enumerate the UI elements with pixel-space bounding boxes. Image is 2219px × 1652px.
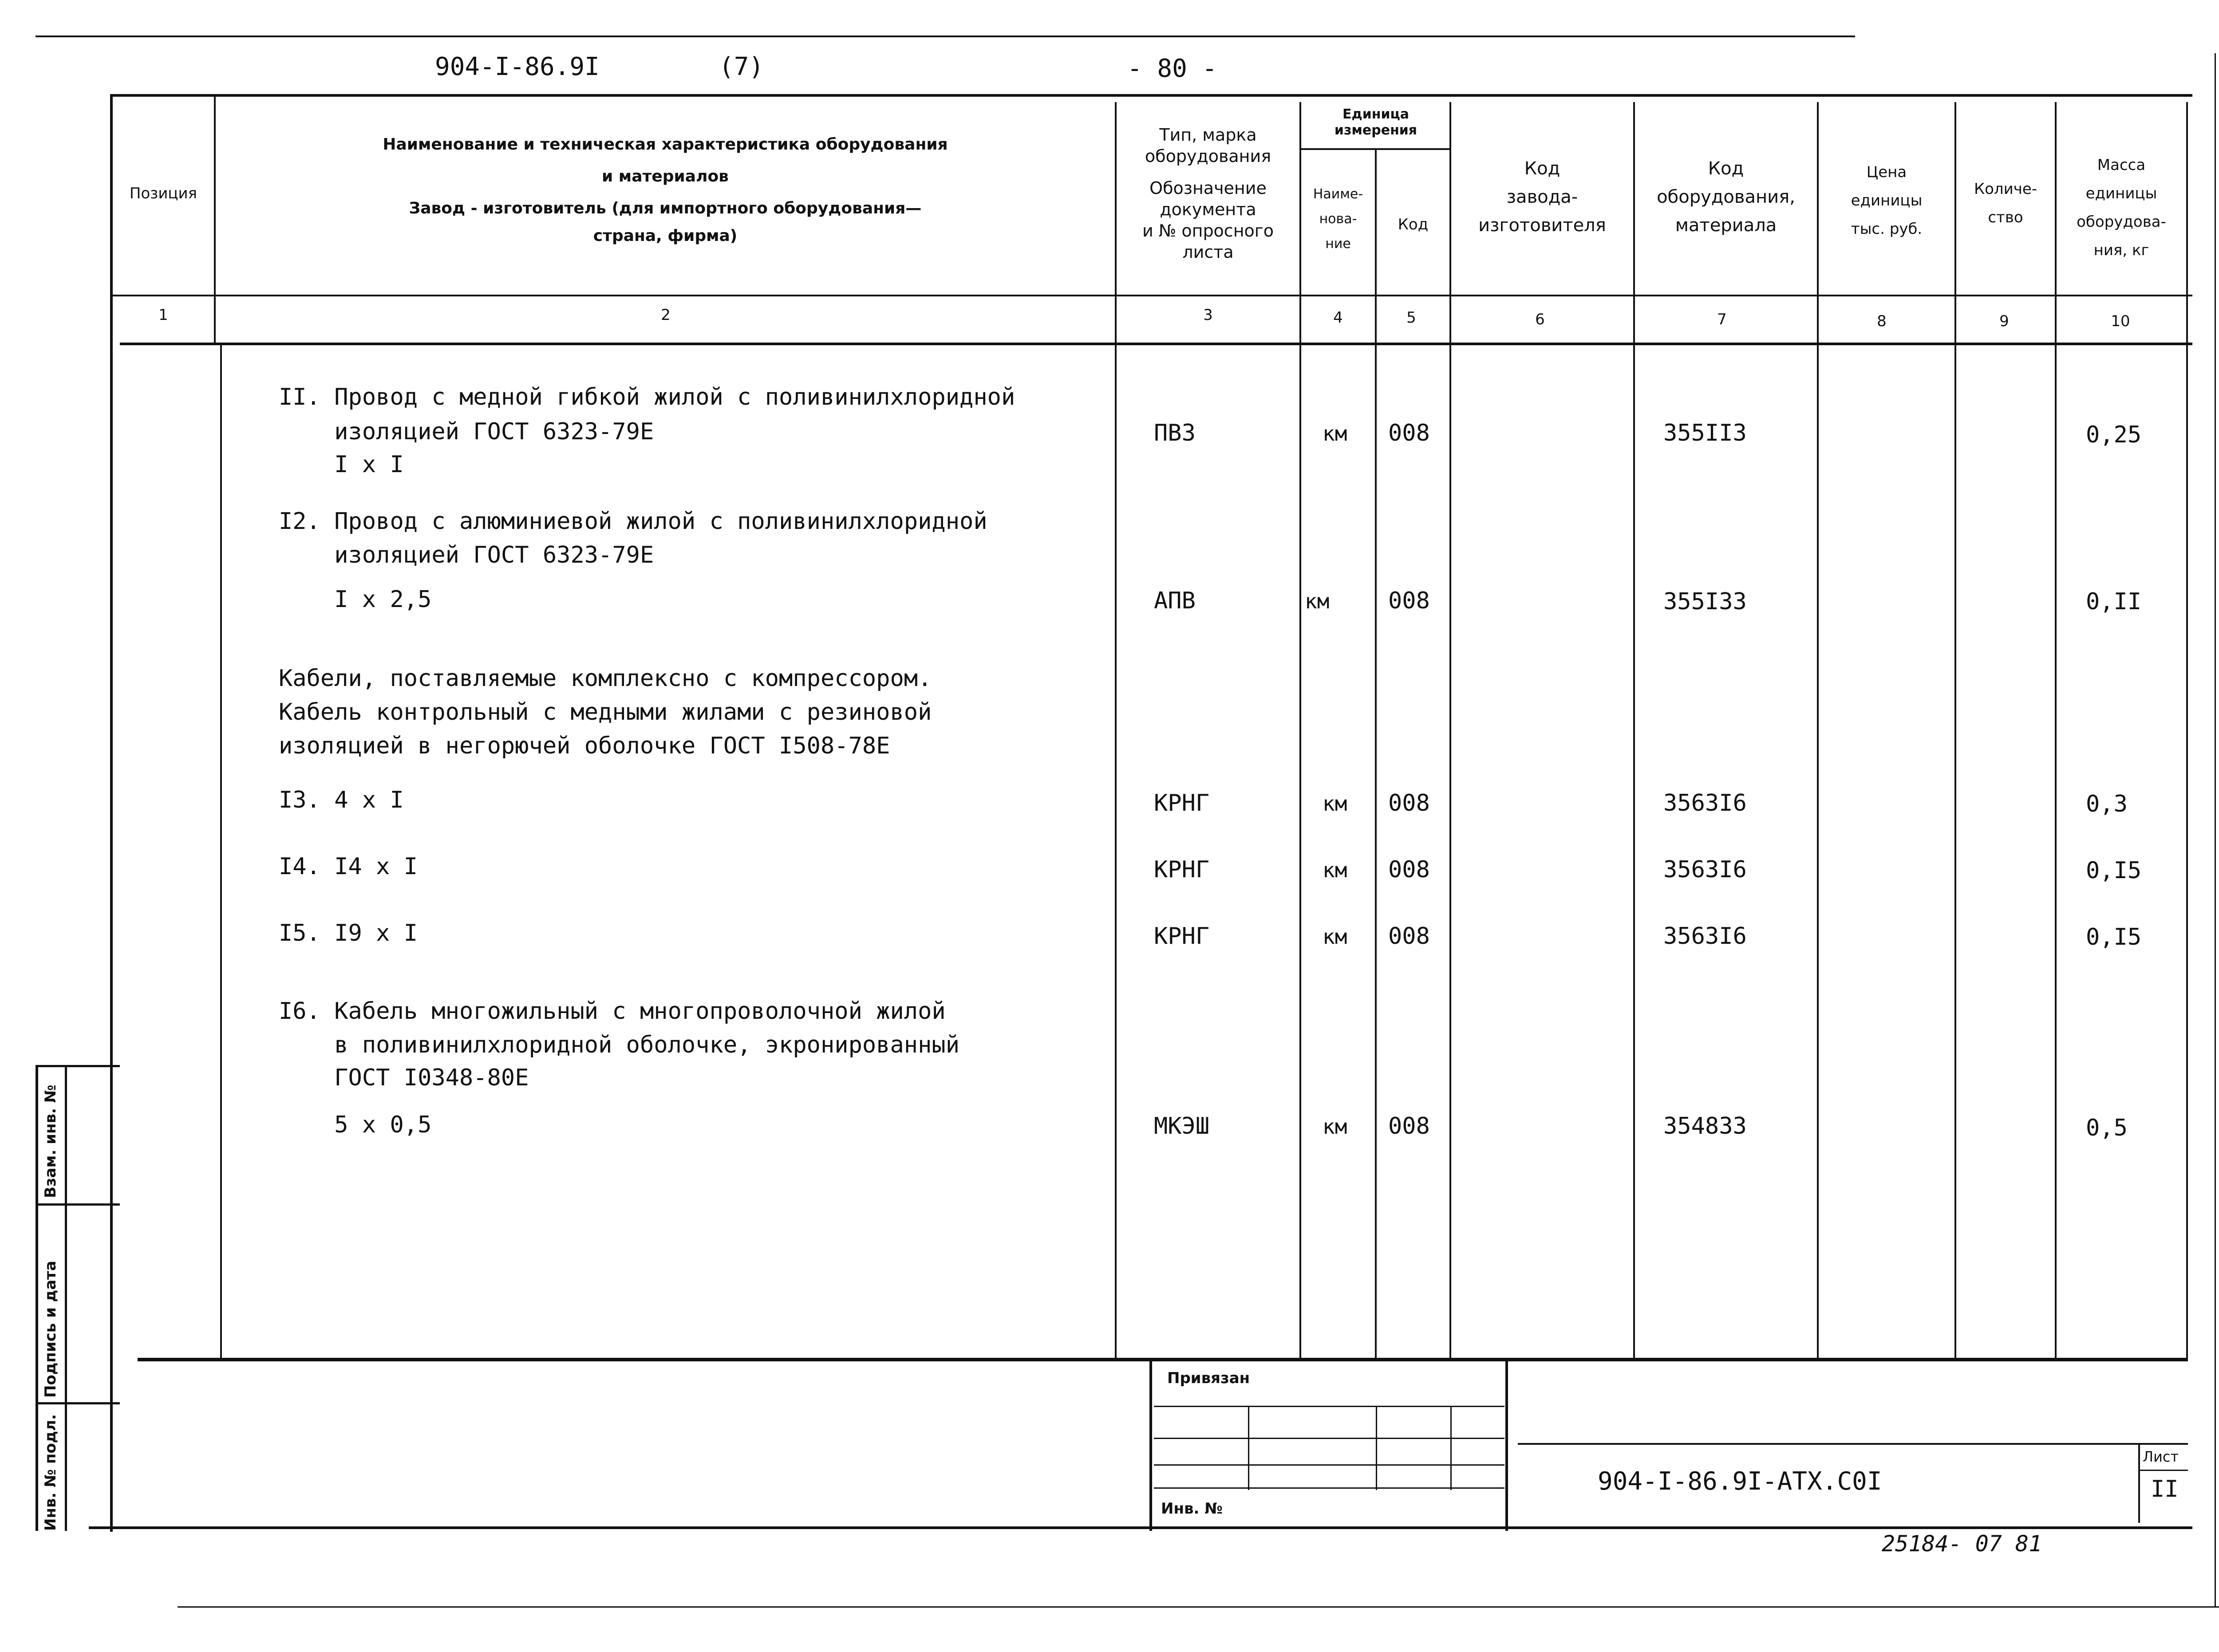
header-type-line1: Тип, марка <box>1159 125 1257 145</box>
header-unit-name-line2: нова- <box>1319 211 1357 227</box>
row14-equipment-code: 3563I6 <box>1663 856 1747 883</box>
sheet-box-rule <box>2139 1470 2188 1471</box>
header-bottom-border <box>111 295 2192 296</box>
row16-unit: км <box>1323 1115 1347 1139</box>
row12-unit: км <box>1305 589 1330 613</box>
row13-unit: км <box>1323 792 1347 816</box>
header-quantity <box>1956 175 2055 232</box>
colnum-8: 8 <box>1877 312 1887 330</box>
row16-line4: 5 x 0,5 <box>279 1112 432 1138</box>
document-designation: 904-I-86.9I-АТХ.С0I <box>1598 1467 1882 1496</box>
replacement-inventory-label: Взам. инв. № <box>42 1084 59 1198</box>
title-rule-2 <box>1154 1438 1504 1439</box>
header-unit-code: Код <box>1398 216 1429 233</box>
header-price <box>1819 158 1954 243</box>
row13-mass: 0,3 <box>2086 791 2128 817</box>
row12-line3: I x 2,5 <box>279 586 432 613</box>
header-factory-code <box>1451 154 1633 240</box>
col-divider-5 <box>1449 102 1451 1358</box>
inv-number-label: Инв. № <box>1161 1500 1223 1518</box>
stamp-rule-2 <box>36 1402 120 1404</box>
row15-label: I5. I9 x I <box>279 920 418 946</box>
colnum-10: 10 <box>2111 312 2130 330</box>
header-mass-line3: оборудова- <box>2077 213 2166 231</box>
col-divider-4 <box>1375 149 1377 1358</box>
header-factory-code-line1: Код <box>1524 158 1560 179</box>
row14-unit-code: 008 <box>1388 856 1430 883</box>
header-price-line1: Цена <box>1866 163 1907 181</box>
row12-line1: I2. Провод с алюминиевой жилой с поливинилхлоридной <box>279 508 987 535</box>
row15-unit: км <box>1323 925 1347 949</box>
row11-mass: 0,25 <box>2086 422 2142 448</box>
colnum-7: 7 <box>1717 311 1727 328</box>
document-code: 904-I-86.9I <box>435 52 600 81</box>
header-mass-line1: Масса <box>2097 156 2146 174</box>
row14-label: I4. I4 x I <box>279 853 418 880</box>
title-rule-4 <box>1154 1487 1504 1489</box>
variant-number: (7) <box>719 52 764 81</box>
header-type-line5: и № опросного <box>1142 221 1274 241</box>
designation-top-rule <box>1518 1443 2188 1445</box>
row15-equipment-code: 3563I6 <box>1663 923 1747 950</box>
header-unit-group <box>1301 106 1450 138</box>
header-type <box>1117 124 1299 263</box>
title-block-left <box>1149 1358 1152 1531</box>
header-unit-group-line1: Единица <box>1342 106 1409 122</box>
sheet-label: Лист <box>2143 1448 2179 1465</box>
header-price-line2: единицы <box>1851 192 1923 209</box>
col-divider-8 <box>1954 102 1956 1358</box>
top-rule <box>36 35 1855 37</box>
row13-unit-code: 008 <box>1388 790 1430 816</box>
col-divider-2 <box>1115 102 1117 1358</box>
header-position: Позиция <box>129 185 197 202</box>
header-equipment-code-line3: материала <box>1675 215 1777 236</box>
col-divider-1b <box>220 345 222 1358</box>
header-type-line4: документа <box>1160 200 1256 219</box>
right-border <box>2186 102 2188 1358</box>
stamp-outer-left <box>36 1065 38 1531</box>
row12-type: АПВ <box>1154 587 1196 614</box>
row13-type: КРНГ <box>1154 790 1210 816</box>
header-quantity-line2: ство <box>1988 209 2023 226</box>
table-bottom-border <box>138 1358 2188 1361</box>
header-unit-group-line2: измерения <box>1334 122 1417 138</box>
title-vrule-2 <box>1376 1406 1377 1490</box>
row16-line1: I6. Кабель многожильный с многопроволочной жилой <box>279 998 946 1025</box>
col-divider-9 <box>2055 102 2057 1358</box>
colnum-3: 3 <box>1203 306 1213 324</box>
col-divider-6 <box>1633 102 1635 1358</box>
row13-label: I3. 4 x I <box>279 787 404 813</box>
row12-unit-code: 008 <box>1388 587 1430 614</box>
group-line1: Кабели, поставляемые комплексно с компрессором. <box>279 665 932 692</box>
title-vrule-1 <box>1248 1406 1249 1490</box>
signature-date-label: Подпись и дата <box>42 1261 59 1398</box>
header-unit-name <box>1301 182 1375 256</box>
row14-type: КРНГ <box>1154 856 1210 883</box>
row12-line2: изоляцией ГОСТ 6323-79Е <box>279 542 654 568</box>
header-type-line3: Обозначение <box>1149 178 1267 198</box>
header-type-line2: оборудования <box>1145 146 1271 166</box>
row16-unit-code: 008 <box>1388 1113 1430 1139</box>
header-type-line6: листа <box>1182 242 1234 262</box>
header-name-line3: Завод - изготовитель (для импортного оборудования— <box>409 199 922 217</box>
header-name <box>216 133 1115 248</box>
colnum-5: 5 <box>1406 309 1416 327</box>
colnum-6: 6 <box>1535 311 1545 328</box>
original-inventory-label: Инв. № подл. <box>42 1414 59 1531</box>
page-number: - 80 - <box>1127 54 1217 83</box>
row11-line1: II. Провод с медной гибкой жилой с поливинилхлоридной <box>279 384 1015 410</box>
title-rule-3 <box>1154 1464 1504 1466</box>
row12-equipment-code: 355I33 <box>1663 588 1747 615</box>
header-equipment-code-line2: оборудования, <box>1657 187 1795 207</box>
title-rule-1 <box>1154 1406 1504 1407</box>
group-line2: Кабель контрольный с медными жилами с резиновой <box>279 699 932 725</box>
row11-equipment-code: 355II3 <box>1663 420 1747 446</box>
header-equipment-code <box>1635 154 1817 240</box>
col-divider-7 <box>1817 102 1819 1358</box>
header-name-line1: Наименование и техническая характеристика оборудования <box>383 135 948 154</box>
row14-unit: км <box>1323 858 1347 882</box>
row11-unit-code: 008 <box>1388 420 1430 446</box>
row16-type: МКЭШ <box>1154 1113 1210 1139</box>
header-mass-line2: единицы <box>2085 185 2157 202</box>
row12-mass: 0,II <box>2086 588 2142 615</box>
header-mass <box>2057 151 2186 264</box>
header-mass-line4: ния, кг <box>2093 241 2149 259</box>
header-equipment-code-line1: Код <box>1708 158 1744 179</box>
stamp-rule-1 <box>36 1203 120 1206</box>
header-quantity-line1: Количе- <box>1974 180 2037 198</box>
col-divider-3 <box>1299 102 1301 1358</box>
colnum-2: 2 <box>661 306 671 324</box>
row11-line2: изоляцией ГОСТ 6323-79Е <box>279 418 654 445</box>
trim-rule <box>178 1606 2219 1608</box>
header-factory-code-line2: завода- <box>1506 187 1578 207</box>
header-name-line4: страна, фирма) <box>593 227 738 245</box>
row16-equipment-code: 354833 <box>1663 1113 1747 1139</box>
archive-number: 25184- 07 81 <box>1882 1531 2042 1557</box>
row15-unit-code: 008 <box>1388 923 1430 950</box>
row11-type: ПВЗ <box>1154 420 1196 446</box>
colnum-bottom-border <box>120 343 2192 345</box>
row11-unit: км <box>1323 422 1347 446</box>
colnum-4: 4 <box>1333 309 1343 327</box>
group-line3: изоляцией в негорючей оболочке ГОСТ I508-78Е <box>279 733 890 759</box>
title-block-mid <box>1505 1358 1508 1531</box>
row16-line3: ГОСТ I0348-80Е <box>279 1065 529 1091</box>
stamp-top <box>36 1065 120 1067</box>
unit-group-rule <box>1300 148 1451 150</box>
header-price-line3: тыс. руб. <box>1851 220 1923 238</box>
row15-mass: 0,I5 <box>2086 924 2142 950</box>
row16-line2: в поливинилхлоридной оболочке, экронированный <box>279 1032 960 1058</box>
header-unit-name-line3: ние <box>1325 236 1351 252</box>
title-vrule-3 <box>1450 1406 1452 1490</box>
table-top-border <box>111 94 2192 97</box>
left-border <box>110 94 113 1532</box>
colnum-9: 9 <box>1999 312 2009 330</box>
sheet-box-left <box>2138 1443 2140 1523</box>
page-bottom-rule <box>89 1526 2192 1529</box>
colnum-1: 1 <box>158 306 168 324</box>
stamp-inner-left <box>65 1065 67 1531</box>
row15-type: КРНГ <box>1154 923 1210 950</box>
row14-mass: 0,I5 <box>2086 857 2142 884</box>
row16-mass: 0,5 <box>2086 1115 2128 1141</box>
row11-line3: I x I <box>279 451 404 478</box>
bound-label: Привязан <box>1167 1369 1250 1387</box>
header-name-line2: и материалов <box>602 167 729 185</box>
sheet-number: II <box>2151 1476 2179 1502</box>
trim-rule-right <box>2215 53 2216 1606</box>
header-unit-name-line1: Наиме- <box>1313 186 1363 202</box>
row13-equipment-code: 3563I6 <box>1663 790 1747 816</box>
header-factory-code-line3: изготовителя <box>1478 215 1606 236</box>
